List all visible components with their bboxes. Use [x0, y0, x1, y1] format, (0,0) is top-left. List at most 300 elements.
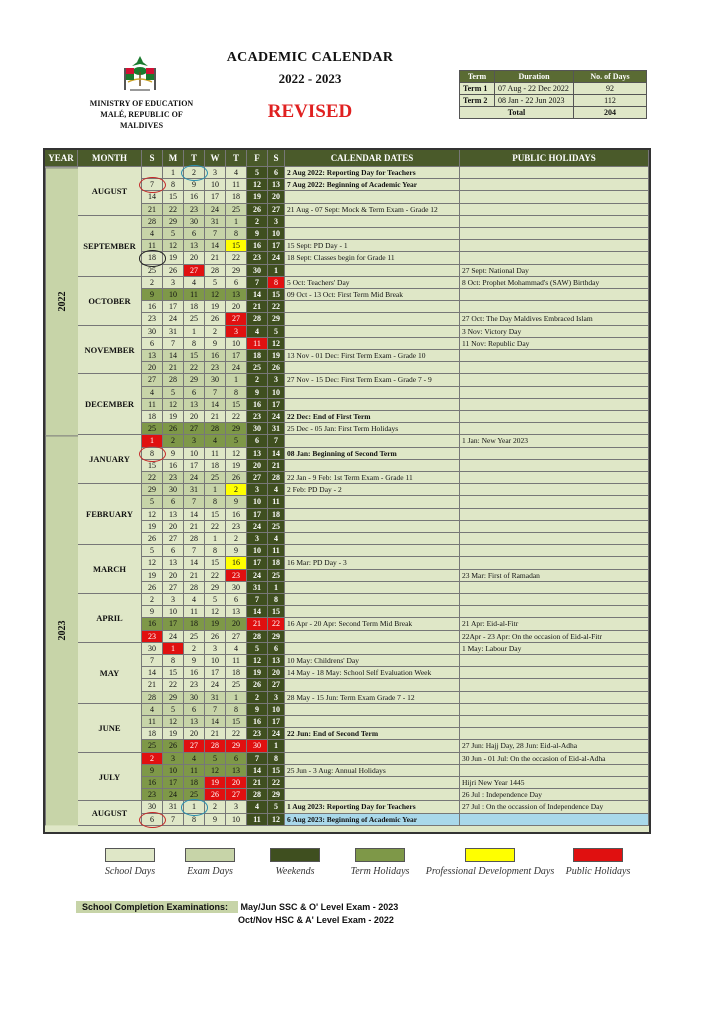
calendar-date-note: 5 Oct: Teachers' Day — [285, 277, 460, 289]
day-cell: 7 — [247, 277, 268, 289]
day-cell: 17 — [163, 777, 184, 789]
day-cell: 9 — [142, 765, 163, 777]
day-cell: 2 — [247, 374, 268, 386]
day-cell: 4 — [226, 167, 247, 179]
day-cell: 26 — [163, 423, 184, 435]
day-cell: 8 — [142, 448, 163, 460]
day-cell: 17 — [268, 240, 285, 252]
day-cell: 20 — [247, 460, 268, 472]
day-cell: 22 — [163, 204, 184, 216]
public-holiday-note: 11 Nov: Republic Day — [460, 338, 649, 350]
day-cell: 17 — [205, 667, 226, 679]
calendar-date-note — [285, 740, 460, 752]
calendar-date-note: 18 Sept: Classes begin for Grade 11 — [285, 252, 460, 264]
calendar-date-note — [285, 704, 460, 716]
calendar-date-note — [285, 753, 460, 765]
day-cell: 26 — [142, 533, 163, 545]
calendar-date-note: 6 Aug 2023: Beginning of Academic Year — [285, 814, 460, 826]
day-cell: 15 — [142, 460, 163, 472]
day-cell: 15 — [268, 289, 285, 301]
legend-label: Exam Days — [187, 866, 233, 877]
day-cell: 30 — [247, 265, 268, 277]
day-cell: 20 — [184, 252, 205, 264]
day-cell: 1 — [226, 216, 247, 228]
public-holiday-note: 26 Jul : Independence Day — [460, 789, 649, 801]
day-cell: 4 — [142, 228, 163, 240]
calendar-date-note — [285, 545, 460, 557]
term-days: 92 — [574, 83, 647, 95]
day-cell: 6 — [226, 594, 247, 606]
column-header: S — [268, 150, 285, 167]
public-holiday-note — [460, 374, 649, 386]
day-cell: 28 — [247, 313, 268, 325]
day-cell: 29 — [226, 423, 247, 435]
day-cell: 4 — [184, 277, 205, 289]
day-cell: 18 — [142, 728, 163, 740]
public-holiday-note — [460, 448, 649, 460]
day-cell: 10 — [205, 655, 226, 667]
term-total-row — [460, 107, 647, 119]
day-cell: 1 — [184, 326, 205, 338]
day-cell: 9 — [226, 496, 247, 508]
day-cell: 25 — [142, 740, 163, 752]
day-cell: 16 — [142, 777, 163, 789]
day-cell: 27 — [247, 472, 268, 484]
day-cell: 9 — [163, 448, 184, 460]
calendar-date-note: 14 May - 18 May: School Self Evaluation Week — [285, 667, 460, 679]
day-cell: 18 — [247, 350, 268, 362]
day-cell: 29 — [226, 265, 247, 277]
public-holiday-note — [460, 411, 649, 423]
month-label: MARCH — [78, 545, 142, 594]
public-holiday-note — [460, 496, 649, 508]
day-cell: 1 — [205, 533, 226, 545]
day-cell: 25 — [226, 679, 247, 691]
day-cell: 3 — [226, 326, 247, 338]
day-cell: 8 — [184, 814, 205, 826]
day-cell: 22 — [142, 472, 163, 484]
calendar-date-note — [285, 362, 460, 374]
day-cell: 19 — [268, 350, 285, 362]
day-cell: 12 — [163, 240, 184, 252]
day-cell: 21 — [142, 679, 163, 691]
day-cell: 30 — [247, 423, 268, 435]
day-cell: 22 — [184, 362, 205, 374]
calendar-date-note: 22 Jun: End of Second Term — [285, 728, 460, 740]
day-cell: 19 — [205, 777, 226, 789]
day-cell: 31 — [205, 216, 226, 228]
calendar-date-note: 08 Jan: Beginning of Second Term — [285, 448, 460, 460]
calendar-date-note — [285, 679, 460, 691]
day-cell: 7 — [184, 496, 205, 508]
day-cell: 5 — [205, 594, 226, 606]
column-header: YEAR — [45, 150, 78, 167]
ministry-emblem-icon — [112, 52, 168, 98]
day-cell: 22 — [226, 728, 247, 740]
day-cell: 2 — [247, 216, 268, 228]
day-cell: 19 — [205, 618, 226, 630]
day-cell: 22 — [205, 570, 226, 582]
day-cell: 11 — [184, 606, 205, 618]
term-days: 112 — [574, 95, 647, 107]
day-cell: 23 — [247, 252, 268, 264]
column-header: S — [142, 150, 163, 167]
day-cell: 27 — [268, 679, 285, 691]
day-cell: 22 — [226, 252, 247, 264]
day-cell: 13 — [184, 399, 205, 411]
day-cell: 29 — [163, 692, 184, 704]
day-cell: 3 — [205, 643, 226, 655]
day-cell: 16 — [163, 460, 184, 472]
public-holiday-note — [460, 228, 649, 240]
day-cell: 17 — [163, 618, 184, 630]
day-cell: 5 — [205, 753, 226, 765]
day-cell: 15 — [226, 399, 247, 411]
public-holiday-note — [460, 191, 649, 203]
day-cell: 2 — [184, 167, 205, 179]
day-cell: 15 — [184, 350, 205, 362]
day-cell: 7 — [142, 655, 163, 667]
day-cell: 22 — [268, 777, 285, 789]
day-cell: 13 — [163, 557, 184, 569]
legend-label: Professional Development Days — [425, 866, 555, 877]
day-cell: 22 — [205, 521, 226, 533]
day-cell: 28 — [247, 789, 268, 801]
day-cell: 26 — [205, 789, 226, 801]
day-cell: 15 — [268, 765, 285, 777]
day-cell: 19 — [142, 521, 163, 533]
day-cell: 6 — [268, 643, 285, 655]
day-cell: 8 — [226, 387, 247, 399]
day-cell: 15 — [226, 240, 247, 252]
day-cell: 7 — [205, 387, 226, 399]
day-cell: 9 — [142, 606, 163, 618]
day-cell: 8 — [205, 545, 226, 557]
public-holiday-note — [460, 289, 649, 301]
day-cell: 3 — [268, 692, 285, 704]
legend-swatch — [105, 848, 155, 862]
day-cell: 11 — [142, 716, 163, 728]
day-cell: 18 — [268, 509, 285, 521]
day-cell: 27 — [163, 533, 184, 545]
day-cell: 17 — [247, 557, 268, 569]
month-label: AUGUST — [78, 167, 142, 216]
day-cell: 3 — [205, 167, 226, 179]
calendar-date-note — [285, 777, 460, 789]
day-cell: 20 — [268, 667, 285, 679]
day-cell: 11 — [184, 289, 205, 301]
day-cell: 25 — [142, 423, 163, 435]
day-cell: 20 — [226, 618, 247, 630]
day-cell: 8 — [268, 277, 285, 289]
day-cell: 14 — [205, 399, 226, 411]
calendar-date-note — [285, 570, 460, 582]
day-cell: 5 — [247, 643, 268, 655]
calendar-date-note — [285, 228, 460, 240]
day-cell: 6 — [184, 704, 205, 716]
total-days: 204 — [574, 107, 647, 119]
day-cell: 9 — [226, 545, 247, 557]
day-cell: 11 — [205, 448, 226, 460]
day-cell: 1 — [163, 643, 184, 655]
day-cell: 13 — [142, 350, 163, 362]
public-holiday-note: 27 Sept: National Day — [460, 265, 649, 277]
day-cell: 1 — [163, 167, 184, 179]
day-cell: 2 — [142, 753, 163, 765]
day-cell: 19 — [163, 728, 184, 740]
term-col-header: Term — [460, 71, 495, 83]
day-cell: 6 — [163, 496, 184, 508]
public-holiday-note — [460, 362, 649, 374]
day-cell: 29 — [268, 789, 285, 801]
public-holiday-note: 23 Mar: First of Ramadan — [460, 570, 649, 582]
public-holiday-note: 27 Jul : On the occassion of Independence Day — [460, 801, 649, 813]
public-holiday-note: 22Apr - 23 Apr: On the occasion of Eid-al-Fitr — [460, 631, 649, 643]
day-cell: 3 — [247, 484, 268, 496]
day-cell: 30 — [226, 582, 247, 594]
day-cell: 11 — [142, 399, 163, 411]
day-cell: 10 — [268, 228, 285, 240]
year-2022: 2022 — [45, 167, 78, 435]
calendar-date-note — [285, 716, 460, 728]
day-cell: 19 — [205, 301, 226, 313]
day-cell: 28 — [163, 374, 184, 386]
day-cell: 27 — [184, 740, 205, 752]
calendar-date-note — [285, 509, 460, 521]
calendar-date-note — [285, 301, 460, 313]
day-cell: 26 — [205, 631, 226, 643]
day-cell: 24 — [163, 789, 184, 801]
calendar-date-note — [285, 313, 460, 325]
day-cell: 27 — [184, 423, 205, 435]
day-cell: 23 — [142, 789, 163, 801]
public-holiday-note — [460, 240, 649, 252]
day-cell: 1 — [268, 582, 285, 594]
day-cell: 10 — [163, 289, 184, 301]
public-holiday-note — [460, 545, 649, 557]
day-cell: 6 — [184, 228, 205, 240]
day-cell: 29 — [163, 216, 184, 228]
day-cell: 4 — [142, 387, 163, 399]
calendar-grid — [43, 148, 651, 834]
calendar-date-note — [285, 460, 460, 472]
days-col-header: No. of Days — [574, 71, 647, 83]
day-cell: 5 — [163, 704, 184, 716]
public-holiday-note: 3 Nov: Victory Day — [460, 326, 649, 338]
legend-item — [340, 848, 420, 877]
day-cell: 25 — [268, 521, 285, 533]
day-cell: 27 — [226, 313, 247, 325]
day-cell: 2 — [205, 326, 226, 338]
day-cell: 21 — [247, 777, 268, 789]
month-label: AUGUST — [78, 801, 142, 825]
day-cell: 24 — [184, 472, 205, 484]
ministry-name: MINISTRY OF EDUCATION — [89, 99, 194, 108]
day-cell: 17 — [247, 509, 268, 521]
day-cell: 28 — [205, 265, 226, 277]
public-holiday-note: 27 Jun: Hajj Day, 28 Jun: Eid-al-Adha — [460, 740, 649, 752]
day-cell: 30 — [142, 643, 163, 655]
day-cell: 10 — [268, 704, 285, 716]
day-cell: 10 — [226, 338, 247, 350]
day-cell: 10 — [184, 448, 205, 460]
day-cell: 15 — [226, 716, 247, 728]
duration-col-header: Duration — [495, 71, 574, 83]
public-holiday-note — [460, 387, 649, 399]
day-cell: 2 — [163, 435, 184, 447]
day-cell: 11 — [142, 240, 163, 252]
day-cell: 7 — [247, 594, 268, 606]
public-holiday-note — [460, 606, 649, 618]
day-cell: 18 — [226, 191, 247, 203]
day-cell: 22 — [268, 301, 285, 313]
column-header: MONTH — [78, 150, 142, 167]
public-holiday-note — [460, 557, 649, 569]
day-cell: 5 — [163, 228, 184, 240]
term-duration: 07 Aug - 22 Dec 2022 — [495, 83, 574, 95]
column-header: T — [226, 150, 247, 167]
day-cell: 9 — [247, 228, 268, 240]
public-holiday-note — [460, 521, 649, 533]
legend-swatch — [270, 848, 320, 862]
day-cell: 15 — [205, 557, 226, 569]
day-cell: 9 — [247, 387, 268, 399]
calendar-date-note — [285, 387, 460, 399]
day-cell: 8 — [184, 338, 205, 350]
day-cell: 18 — [184, 777, 205, 789]
day-cell: 6 — [184, 387, 205, 399]
day-cell: 24 — [163, 313, 184, 325]
day-cell: 12 — [247, 179, 268, 191]
day-cell: 7 — [163, 814, 184, 826]
day-cell: 18 — [184, 618, 205, 630]
public-holiday-note — [460, 728, 649, 740]
legend-item — [90, 848, 170, 877]
day-cell: 8 — [268, 753, 285, 765]
day-cell: 21 — [184, 570, 205, 582]
day-cell: 11 — [247, 814, 268, 826]
day-cell: 26 — [268, 362, 285, 374]
date-circle-mark — [139, 250, 166, 266]
day-cell: 29 — [268, 313, 285, 325]
day-cell: 13 — [163, 509, 184, 521]
academic-years: 2022 - 2023 — [278, 71, 342, 86]
month-label: DECEMBER — [78, 374, 142, 435]
public-holiday-note: 27 Oct: The Day Maldives Embraced Islam — [460, 313, 649, 325]
exam-label: School Completion Examinations: — [76, 901, 238, 913]
day-cell: 23 — [184, 679, 205, 691]
term-summary-table — [459, 70, 647, 119]
day-cell: 1 — [142, 435, 163, 447]
day-cell: 20 — [184, 411, 205, 423]
day-cell: 28 — [205, 740, 226, 752]
calendar-date-note — [285, 435, 460, 447]
public-holiday-note: 8 Oct: Prophet Mohammad's (SAW) Birthday — [460, 277, 649, 289]
public-holiday-note — [460, 814, 649, 826]
day-cell: 5 — [205, 277, 226, 289]
public-holiday-note — [460, 252, 649, 264]
calendar-date-note: 10 May: Childrens' Day — [285, 655, 460, 667]
day-cell: 26 — [205, 313, 226, 325]
day-cell: 6 — [247, 435, 268, 447]
legend-label: School Days — [104, 866, 156, 877]
day-cell: 8 — [205, 496, 226, 508]
day-cell: 4 — [247, 801, 268, 813]
day-cell: 23 — [163, 472, 184, 484]
column-header: PUBLIC HOLIDAYS — [460, 150, 649, 167]
day-cell: 1 — [184, 801, 205, 813]
day-cell: 2 — [247, 692, 268, 704]
day-cell: 19 — [226, 460, 247, 472]
public-holiday-note — [460, 484, 649, 496]
day-cell: 16 — [226, 557, 247, 569]
day-cell: 13 — [226, 606, 247, 618]
public-holiday-note — [460, 399, 649, 411]
day-cell: 18 — [142, 411, 163, 423]
day-cell: 27 — [184, 265, 205, 277]
calendar-date-note — [285, 521, 460, 533]
day-cell: 23 — [226, 521, 247, 533]
day-cell: 25 — [184, 631, 205, 643]
day-cell: 14 — [247, 765, 268, 777]
day-cell: 16 — [184, 191, 205, 203]
day-cell: 4 — [226, 643, 247, 655]
day-cell: 3 — [163, 594, 184, 606]
calendar-date-note: 22 Jan - 9 Feb: 1st Term Exam - Grade 11 — [285, 472, 460, 484]
day-cell: 28 — [142, 692, 163, 704]
title-block — [210, 50, 410, 123]
day-cell: 8 — [226, 704, 247, 716]
calendar-date-note: 2 Feb: PD Day - 2 — [285, 484, 460, 496]
legend — [90, 848, 650, 882]
day-cell: 19 — [247, 191, 268, 203]
calendar-date-note: 1 Aug 2023: Reporting Day for Teachers — [285, 801, 460, 813]
day-cell: 24 — [163, 631, 184, 643]
legend-item — [425, 848, 555, 877]
public-holiday-note: 21 Apr: Eid-al-Fitr — [460, 618, 649, 630]
public-holiday-note — [460, 423, 649, 435]
day-cell: 12 — [226, 448, 247, 460]
day-cell: 12 — [142, 557, 163, 569]
day-cell: 10 — [268, 387, 285, 399]
public-holiday-note — [460, 765, 649, 777]
day-cell: 26 — [226, 472, 247, 484]
calendar-date-note — [285, 191, 460, 203]
exam-line-2: Oct/Nov HSC & A' Level Exam - 2022 — [238, 915, 394, 925]
day-cell: 4 — [205, 435, 226, 447]
page-title: ACADEMIC CALENDAR — [226, 50, 394, 65]
day-cell: 30 — [142, 326, 163, 338]
day-cell: 3 — [226, 801, 247, 813]
day-cell: 31 — [247, 582, 268, 594]
day-cell: 28 — [142, 216, 163, 228]
legend-label: Public Holidays — [565, 866, 631, 877]
day-cell: 6 — [268, 167, 285, 179]
day-cell: 21 — [205, 728, 226, 740]
day-cell: 17 — [226, 350, 247, 362]
day-cell: 20 — [142, 362, 163, 374]
day-cell: 11 — [247, 338, 268, 350]
calendar-date-note: 13 Nov - 01 Dec: First Term Exam - Grade 10 — [285, 350, 460, 362]
day-cell: 15 — [205, 509, 226, 521]
calendar-date-note — [285, 582, 460, 594]
day-cell: 12 — [163, 399, 184, 411]
day-cell: 8 — [163, 179, 184, 191]
column-header: CALENDAR DATES — [285, 150, 460, 167]
day-cell: 25 — [184, 789, 205, 801]
day-cell: 28 — [205, 423, 226, 435]
day-cell: 10 — [226, 814, 247, 826]
